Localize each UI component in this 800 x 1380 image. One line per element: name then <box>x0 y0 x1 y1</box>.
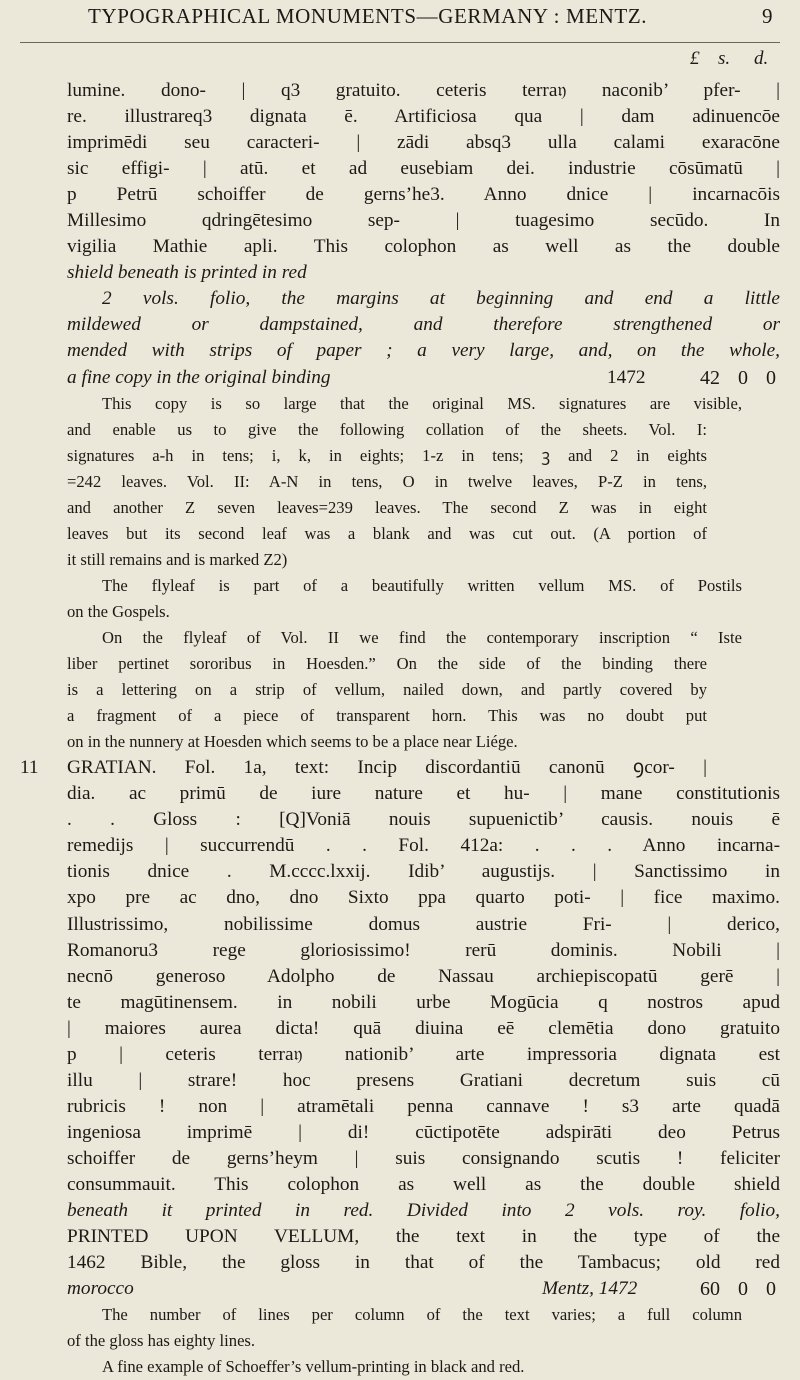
price-pence: 0 <box>766 1278 776 1301</box>
note-line: on the Gospels. <box>67 601 170 621</box>
text-line: xpo pre ac dno, dno Sixto ppa quarto poti- | fice maximo. <box>67 887 780 909</box>
text-line: dia. ac primū de iure nature et hu- | mane constitutionis <box>67 783 780 805</box>
note-line: and another Z seven leaves=239 leaves. The second Z was in eight <box>67 497 707 517</box>
text-line: mildewed or dampstained, and therefore strengthened or <box>67 314 780 336</box>
price-pounds: 42 <box>700 366 720 389</box>
text-line: imprimēdi seu caracteri- | zādi absq3 ulla calami exaracōne <box>67 132 780 154</box>
text-line: consummauit. This colophon as well as the double shield <box>67 1173 780 1195</box>
price-shillings: 0 <box>738 1278 748 1301</box>
running-head: TYPOGRAPHICAL MONUMENTS—GERMANY : MENTZ. <box>88 4 648 28</box>
note-line: The flyleaf is part of a beautifully written vellum MS. of Postils <box>102 575 742 595</box>
text-line: rubricis ! non | atramētali penna cannave ! s3 arte quadā <box>67 1095 780 1117</box>
note-line: on in the nunnery at Hoesden which seems to be a place near Liége. <box>67 732 518 752</box>
edition-date: 1472 <box>607 366 646 388</box>
price-pounds: 60 <box>700 1278 720 1301</box>
catalogue-text <box>20 78 780 1380</box>
text-line: necnō generoso Adolpho de Nassau archiepiscopatū gerē | <box>67 965 780 987</box>
pence-label: d. <box>754 48 769 69</box>
note-line: This copy is so large that the original MS. signatures are visible, <box>102 393 742 413</box>
note-line: =242 leaves. Vol. II: A-N in tens, O in twelve leaves, P-Z in tens, <box>67 471 707 491</box>
note-line: leaves but its second leaf was a blank and was cut out. (A portion of <box>67 523 707 543</box>
text-line: te magūtinensem. in nobili urbe Mogūcia q nostros apud <box>67 991 780 1013</box>
text-line: sic effigi- | atū. et ad eusebiam dei. industrie cōsūmatū | <box>67 158 780 180</box>
text-line: p Petrū schoiffer de gerns’he3. Anno dnice | incarnacōis <box>67 184 780 206</box>
text-line: re. illustrareq3 dignata ē. Artificiosa qua | dam adinuencōe <box>67 106 780 128</box>
item-number: 11 <box>20 757 39 779</box>
text-line: PRINTED UPON VELLUM, the text in the type of the <box>67 1226 780 1248</box>
entry-11-first-line <box>20 755 780 781</box>
note-line: of the gloss has eighty lines. <box>67 1331 256 1351</box>
text-line: beneath it printed in red. Divided into 2 vols. roy. folio, <box>67 1200 780 1222</box>
note-line: a fragment of a piece of transparent horn. This was no doubt put <box>67 706 707 726</box>
text-line: shield beneath is printed in red <box>67 262 307 284</box>
note-line: signatures a-h in tens; i, k, in eights; 1-z in tens; ꝫ and 2 in eights <box>67 445 707 465</box>
note-line: liber pertinet sororibus in Hoesden.” On the side of the binding there <box>67 654 707 674</box>
text-line: remedijs | succurrendū . . Fol. 412a: . . . Anno incarna- <box>67 835 780 857</box>
entry-11-imprint-line <box>20 1276 780 1302</box>
text-line: morocco <box>67 1278 134 1300</box>
text-line: illu | strare! hoc presens Gratiani decretum suis cū <box>67 1069 780 1091</box>
shillings-label: s. <box>718 48 731 69</box>
page-header <box>0 4 800 46</box>
text-line: lumine. dono- | q3 gratuito. ceteris terra𝔶 naconib’ pfer- | <box>67 80 780 101</box>
note-line: is a lettering on a strip of vellum, nailed down, and partly covered by <box>67 680 707 700</box>
text-line: p | ceteris terra𝔶 nationib’ arte impressoria dignata est <box>67 1043 780 1065</box>
page-number: 9 <box>762 4 773 28</box>
text-line: Millesimo qdringētesimo sep- | tuagesimo secūdo. In <box>67 210 780 232</box>
header-rule <box>20 42 780 43</box>
note-line: The number of lines per column of the text varies; a full column <box>102 1305 742 1325</box>
text-line: vigilia Mathie apli. This colophon as well as the double <box>67 236 780 258</box>
text-line: Illustrissimo, nobilissime domus austrie Fri- | derico, <box>67 913 780 935</box>
note-line: it still remains and is marked Z2) <box>67 549 288 569</box>
text-line: a fine copy in the original binding <box>67 366 331 388</box>
text-line: ingeniosa imprimē | di! cūctipotēte adspirāti deo Petrus <box>67 1121 780 1143</box>
text-line: GRATIAN. Fol. 1a, text: Incip discordantiū canonū ꝯcor- | <box>67 757 707 779</box>
text-line: Romanoru3 rege gloriosissimo! rerū dominis. Nobili | <box>67 939 780 961</box>
price-pence: 0 <box>766 366 776 389</box>
imprint: Mentz, 1472 <box>542 1278 638 1300</box>
entry-10-last-line <box>20 365 780 391</box>
price-shillings: 0 <box>738 366 748 389</box>
text-line: 1462 Bible, the gloss in that of the Tambacus; old red <box>67 1252 780 1274</box>
note-line: A fine example of Schoeffer’s vellum-printing in black and red. <box>102 1357 525 1377</box>
text-line: | maiores aurea dicta! quā diuina eē clemētia dono gratuito <box>67 1017 780 1039</box>
text-line: schoiffer de gerns’heym | suis consignando scutis ! feliciter <box>67 1147 780 1169</box>
text-line: 2 vols. folio, the margins at beginning and end a little <box>102 288 780 310</box>
text-line: mended with strips of paper ; a very large, and, on the whole, <box>67 340 780 362</box>
text-line: . . Gloss : [Q]Voniā nouis supuenictib’ causis. nouis ē <box>67 809 780 831</box>
text-line: tionis dnice . M.cccc.lxxij. Idib’ augustijs. | Sanctissimo in <box>67 861 780 883</box>
pounds-label: £ <box>690 48 700 69</box>
note-line: On the flyleaf of Vol. II we find the contemporary inscription “ Iste <box>102 627 742 647</box>
note-line: and enable us to give the following collation of the sheets. Vol. I: <box>67 419 707 439</box>
